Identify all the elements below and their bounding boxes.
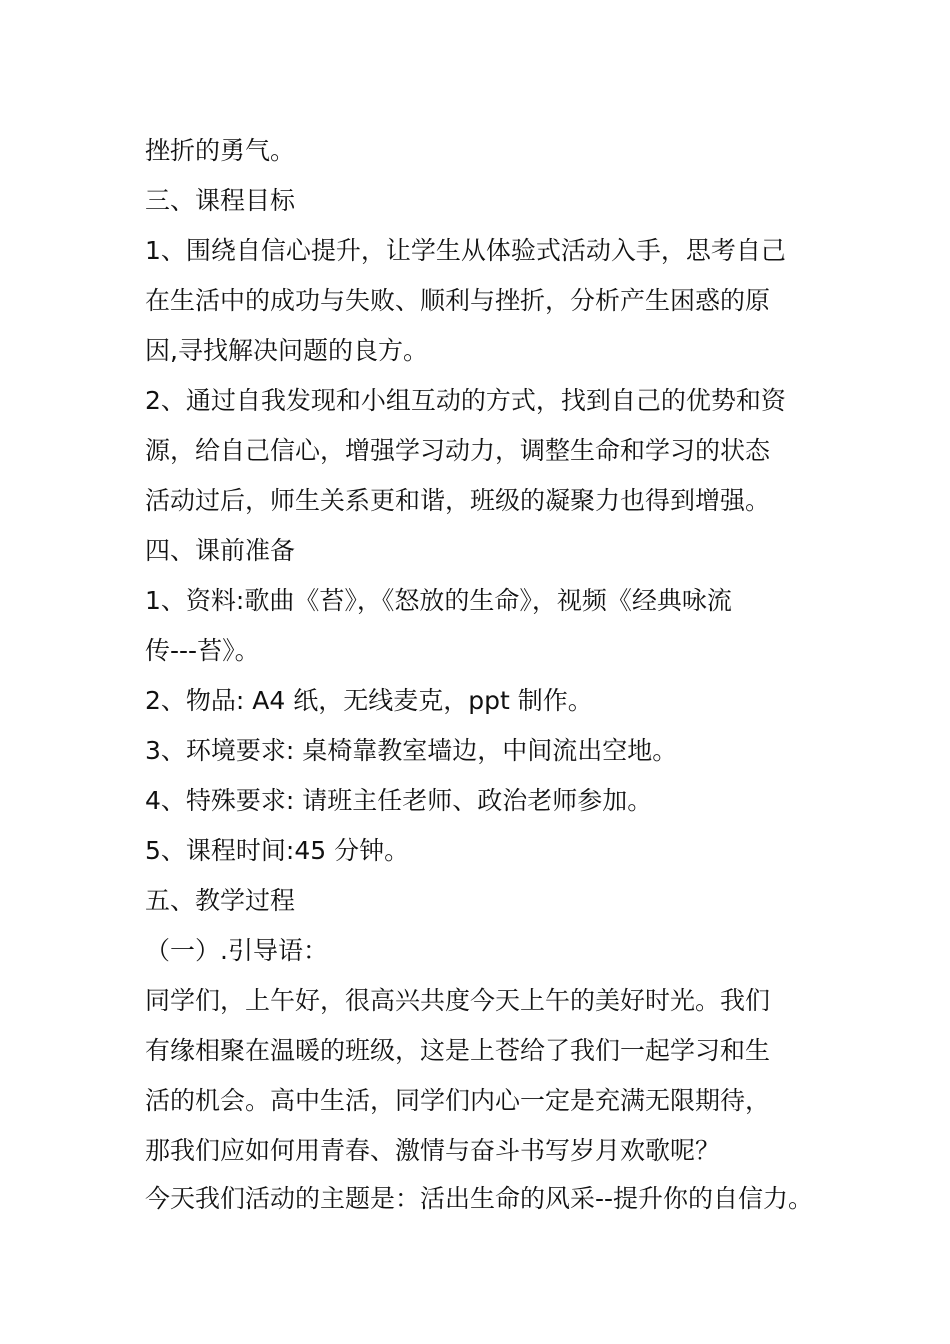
text-line: 那我们应如何用青春、激情与奋斗书写岁月欢歌呢？	[145, 1136, 721, 1165]
text-line: 3、环境要求: 桌椅靠教室墙边，中间流出空地。	[145, 736, 678, 765]
text-line: 源，给自己信心，增强学习动力，调整生命和学习的状态	[145, 436, 771, 465]
text-line: 5、课程时间:45 分钟。	[145, 836, 410, 865]
subsection-heading: （一）.引导语：	[145, 936, 328, 965]
section-heading: 五、教学过程	[145, 886, 296, 915]
text-line: 传---苔》。	[145, 636, 260, 665]
text-line: 活的机会。高中生活，同学们内心一定是充满无限期待，	[145, 1086, 771, 1115]
text-line: 因,寻找解决问题的良方。	[145, 336, 428, 365]
text-line: 1、围绕自信心提升，让学生从体验式活动入手，思考自己	[145, 236, 786, 265]
section-heading: 三、课程目标	[145, 186, 296, 215]
text-line: 同学们，上午好，很高兴共度今天上午的美好时光。我们	[145, 986, 771, 1015]
text-line: 活动过后，师生关系更和谐，班级的凝聚力也得到增强。	[145, 486, 771, 515]
text-line: 4、特殊要求: 请班主任老师、政治老师参加。	[145, 786, 653, 815]
text-line: 挫折的勇气。	[145, 136, 296, 165]
text-line: 2、通过自我发现和小组互动的方式，找到自己的优势和资	[145, 386, 786, 415]
text-line: 1、资料:歌曲《苔》，《怒放的生命》，视频《经典咏流	[145, 586, 732, 615]
text-line: 在生活中的成功与失败、顺利与挫折，分析产生困惑的原	[145, 286, 771, 315]
section-heading: 四、课前准备	[145, 536, 296, 565]
text-line: 2、物品: A4 纸，无线麦克，ppt 制作。	[145, 686, 593, 715]
text-line: 今天我们活动的主题是：活出生命的风采--提升你的自信力。	[145, 1184, 814, 1213]
text-line: 有缘相聚在温暖的班级，这是上苍给了我们一起学习和生	[145, 1036, 771, 1065]
